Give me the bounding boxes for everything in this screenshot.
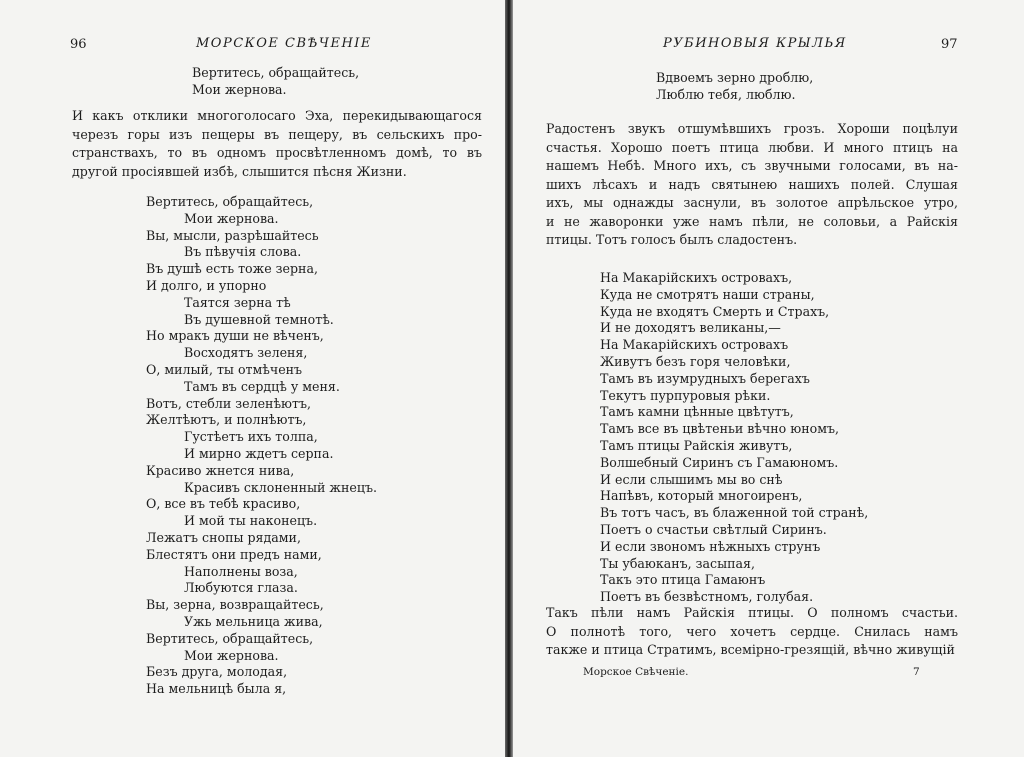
poem-line: И не доходятъ великаны,—: [600, 320, 781, 336]
poem-line: Лежатъ снопы рядами,: [146, 529, 301, 545]
poem-line: Напѣвъ, который многоиренъ,: [600, 488, 803, 504]
poem-line: Мои жернова.: [184, 647, 279, 663]
paragraph-line: нашемъ Небѣ. Много ихъ, съ звучными голосами, въ на-: [546, 158, 958, 173]
poem-line: Таятся зерна тѣ: [184, 294, 291, 310]
poem-line: Ты убаюканъ, засыпая,: [600, 555, 755, 571]
paragraph-line: О полнотѣ того, чего хочетъ сердце. Снилась намъ: [546, 623, 958, 639]
poem-line: Тамъ камни цѣнные цвѣтутъ,: [600, 404, 794, 420]
poem-line: Въ пѣвучiя слова.: [184, 244, 302, 260]
poem-line: Вы, мысли, разрѣшайтесь: [146, 227, 319, 243]
poem-line: На Макарiйскихъ островахъ,: [600, 270, 793, 285]
right-page: [513, 0, 1024, 757]
footer-signature: Морское Свѣченiе.: [583, 666, 689, 678]
poem-line: Въ тотъ часъ, въ блаженной той странѣ,: [600, 505, 869, 521]
paragraph-line: также и птица Стратимъ, всемiрно-грезящiй, вѣчно живущiй: [546, 642, 955, 657]
right-top-stanza: [656, 70, 813, 104]
paragraph-line: и не жаворонки уже намъ пѣли, не соловьи, а Райскiя: [546, 213, 958, 229]
poem-line: Красиво жнется нива,: [146, 462, 295, 478]
poem-line: Въ душевной темнотѣ.: [184, 311, 334, 327]
poem-line: Тамъ въ изумрудныхъ берегахъ: [600, 370, 810, 386]
paragraph-line: другой просiявшей избѣ, слышится пѣсня Жизни.: [72, 163, 407, 179]
poem-line: Любуются глаза.: [184, 580, 298, 596]
paragraph-line: счастья. Хорошо поетъ птица любви. И много птицъ на: [546, 139, 958, 155]
poem-line: И мой ты наконецъ.: [184, 513, 318, 529]
poem-line: Мои жернова.: [184, 210, 279, 226]
poem-line: На мельницѣ была я,: [146, 681, 287, 697]
poem-line: Поетъ о счастьи свѣтлый Сиринъ.: [600, 521, 827, 537]
poem-line: Вертитесь, обращайтесь,: [146, 194, 314, 209]
poem-line: Тамъ все въ цвѣтеньи вѣчно юномъ,: [600, 421, 840, 437]
poem-line: Въ душѣ есть тоже зерна,: [146, 261, 318, 277]
paragraph-line: И какъ отклики многоголосаго Эха, перекидывающагося: [72, 108, 482, 123]
poem-line: Блестятъ они предъ нами,: [146, 546, 322, 562]
poem-line: На Макарiйскихъ островахъ: [600, 337, 789, 353]
poem-line: Безъ друга, молодая,: [146, 664, 288, 680]
right-paragraph-1: [546, 120, 958, 250]
paragraph-line: Такъ пѣли намъ Райскiя птицы. О полномъ счастьи.: [546, 605, 958, 620]
footer-number: 7: [913, 666, 920, 678]
poem-line: И если слышимъ мы во снѣ: [600, 471, 783, 487]
poem-line: Наполнены воза,: [184, 563, 298, 579]
paragraph-line: птицы. Тотъ голосъ былъ сладостенъ.: [546, 232, 798, 247]
paragraph-line: шихъ лѣсахъ и надъ святынею нашихъ полей. Слушая: [546, 176, 958, 192]
right-page-number: 97: [941, 37, 958, 52]
poem-line: Мои жернова.: [192, 81, 287, 97]
poem-line: Такъ это птица Гамаюнъ: [600, 572, 766, 588]
poem-line: Густѣетъ ихъ толпа,: [184, 429, 318, 445]
poem-line: Люблю тебя, люблю.: [656, 86, 796, 102]
poem-line: Но мракъ души не вѣченъ,: [146, 328, 324, 344]
poem-line: И если звономъ нѣжныхъ струнъ: [600, 538, 821, 554]
poem-line: Текутъ пурпуровыя рѣки.: [600, 387, 771, 403]
left-page-number: 96: [70, 37, 87, 52]
right-poem: [600, 270, 868, 606]
poem-line: Красивъ склоненный жнецъ.: [184, 479, 377, 495]
poem-line: Куда не входятъ Смерть и Страхъ,: [600, 303, 830, 319]
poem-line: Вотъ, стебли зеленѣютъ,: [146, 395, 311, 411]
right-paragraph-2: [546, 604, 958, 660]
poem-line: И долго, и упорно: [146, 277, 267, 293]
paragraph-line: Радостенъ звукъ отшумѣвшихъ грозъ. Хороши поцѣлуи: [546, 121, 958, 136]
poem-line: Вы, зерна, возвращайтесь,: [146, 597, 324, 613]
left-page: [0, 0, 505, 757]
paragraph-line: ихъ, мы однажды заснули, въ золотое апрѣльское утро,: [546, 195, 958, 210]
poem-line: Поетъ въ безвѣстномъ, голубая.: [600, 589, 814, 605]
poem-line: О, милый, ты отмѣченъ: [146, 361, 303, 377]
poem-line: Тамъ птицы Райскiя живутъ,: [600, 437, 793, 453]
poem-line: Восходятъ зеленя,: [184, 345, 308, 361]
left-poem: [146, 194, 377, 698]
poem-line: Вдвоемъ зерно дроблю,: [656, 70, 814, 85]
right-running-head: РУБИНОВЫЯ КРЫЛЬЯ: [663, 36, 847, 51]
poem-line: Волшебный Сиринъ съ Гамаюномъ.: [600, 454, 839, 470]
poem-line: Тамъ въ сердцѣ у меня.: [184, 378, 340, 394]
paragraph-line: черезъ горы изъ пещеры въ пещеру, въ сельскихъ про-: [72, 126, 482, 142]
poem-line: Живутъ безъ горя человѣки,: [600, 353, 791, 369]
left-running-head: МОРСКОЕ СВѢЧЕНIЕ: [196, 36, 372, 51]
poem-line: Вертитесь, обращайтесь,: [146, 630, 314, 646]
poem-line: Куда не смотрятъ наши страны,: [600, 286, 815, 302]
poem-line: Вертитесь, обращайтесь,: [192, 65, 360, 80]
paragraph-line: странствахъ, то въ одномъ просвѣтленномъ домѣ, то въ: [72, 145, 482, 160]
poem-line: О, все въ тебѣ красиво,: [146, 496, 301, 512]
left-top-stanza: [192, 65, 359, 99]
poem-line: И мирно ждетъ серпа.: [184, 445, 334, 461]
left-paragraph: [72, 107, 482, 181]
poem-line: Желтѣютъ, и полнѣютъ,: [146, 412, 307, 428]
book-gutter: [505, 0, 513, 757]
poem-line: Ужь мельница жива,: [184, 613, 323, 629]
